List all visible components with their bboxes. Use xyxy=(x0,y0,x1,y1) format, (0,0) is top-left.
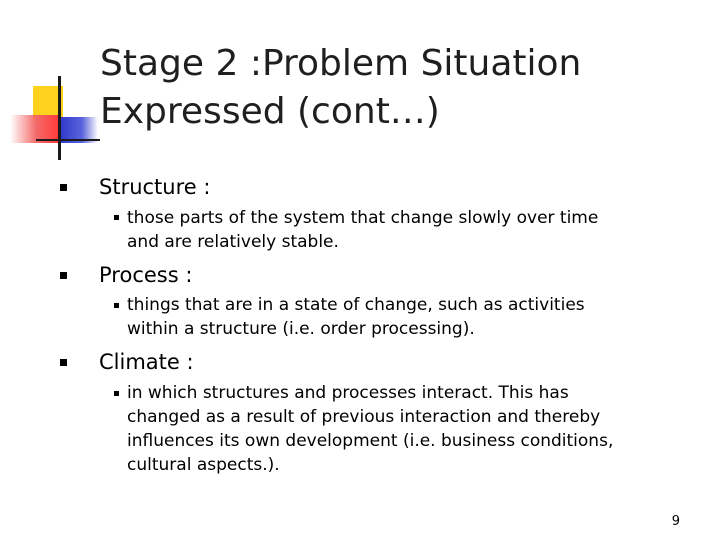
item-process-label: Process : xyxy=(99,263,193,287)
decor-vertical-line xyxy=(58,76,61,160)
item-climate-detail-line-4: cultural aspects.). xyxy=(127,455,280,475)
item-process-detail-line-1: things that are in a state of change, such as activities xyxy=(127,295,585,315)
slide-title-line-1: Stage 2 :Problem Situation xyxy=(100,43,582,84)
decor-horizontal-line xyxy=(36,139,100,141)
item-climate-detail-line-1: in which structures and processes interact. This has xyxy=(127,383,569,403)
sub-bullet-square-icon xyxy=(114,391,119,396)
sub-bullet-square-icon xyxy=(114,215,119,220)
sub-bullet-square-icon xyxy=(114,303,119,308)
item-climate-label: Climate : xyxy=(99,350,194,374)
bullet-square-icon xyxy=(60,184,67,191)
item-process-detail xyxy=(127,293,667,341)
bullet-square-icon xyxy=(60,359,67,366)
item-process-detail-line-2: within a structure (i.e. order processing). xyxy=(127,319,475,339)
item-climate-detail xyxy=(127,381,667,477)
item-structure-detail xyxy=(127,206,667,254)
item-climate-detail-line-2: changed as a result of previous interaction and thereby xyxy=(127,407,601,427)
item-structure-detail-line-1: those parts of the system that change slowly over time xyxy=(127,208,599,228)
item-structure-label: Structure : xyxy=(99,175,211,199)
slide-title-line-2: Expressed (cont…) xyxy=(100,91,440,132)
item-structure-detail-line-2: and are relatively stable. xyxy=(127,232,339,252)
page-number: 9 xyxy=(671,514,680,529)
slide-title xyxy=(100,40,700,136)
item-climate-detail-line-3: influences its own development (i.e. business conditions, xyxy=(127,431,614,451)
bullet-square-icon xyxy=(60,272,67,279)
